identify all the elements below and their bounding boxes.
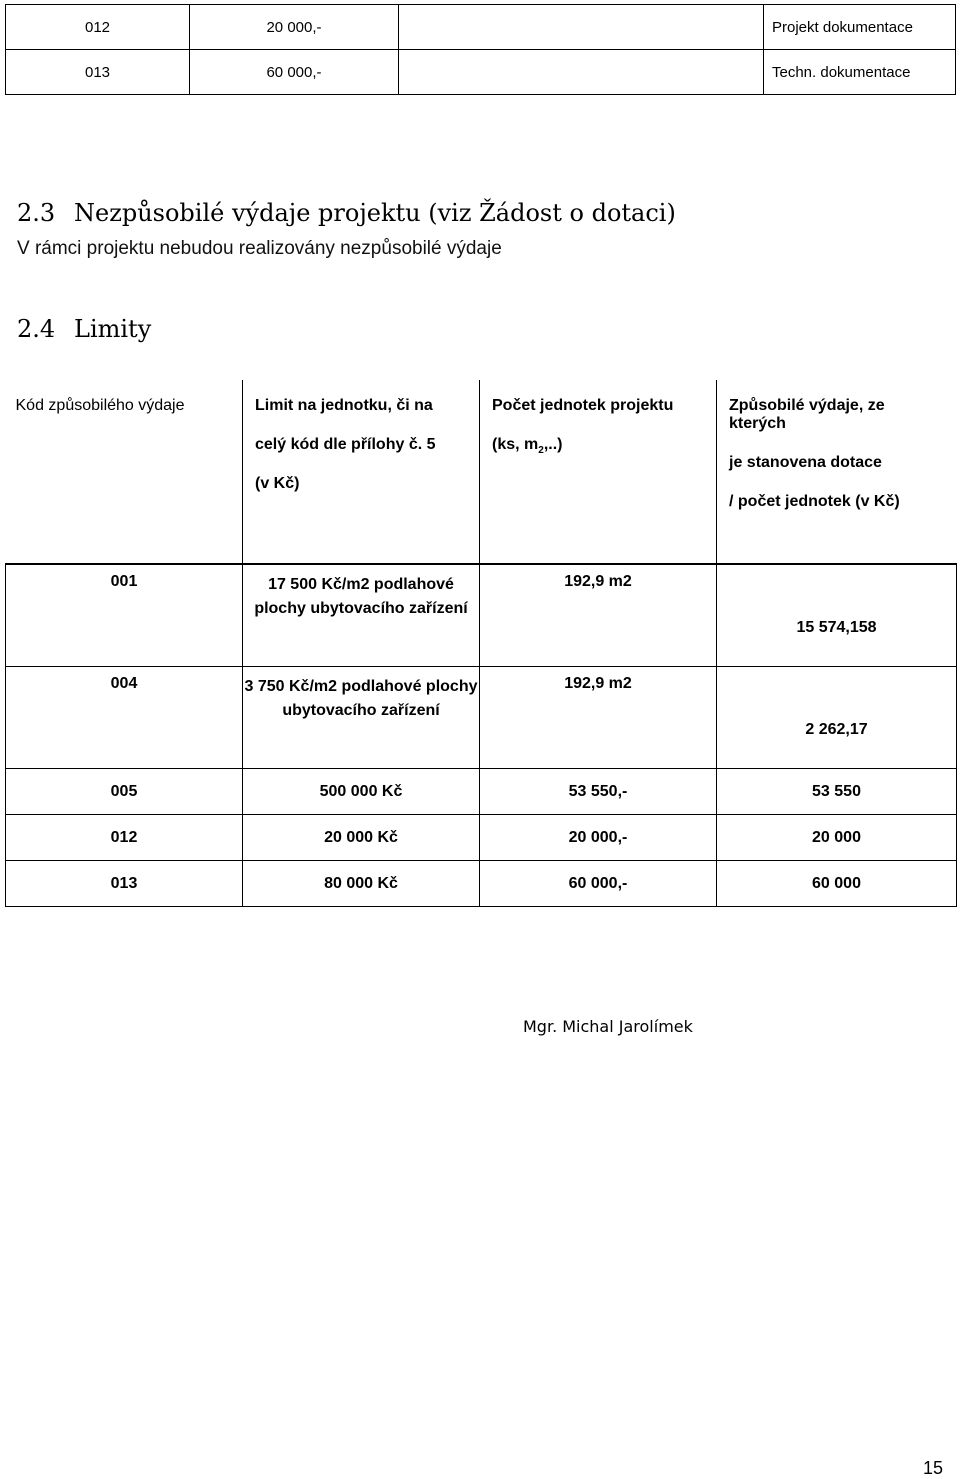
header-code-label: Kód způsobilého výdaje — [15, 397, 185, 414]
header-limit-line: celý kód dle přílohy č. 5 — [255, 436, 436, 453]
row-units: 192,9 m2 — [480, 564, 717, 667]
table-row — [6, 5, 956, 50]
row-value-text: 2 262,17 — [805, 720, 868, 738]
units-subscript: 2 — [538, 445, 544, 457]
item-amount: 20 000,- — [190, 5, 399, 50]
section-number: 2.3 — [17, 199, 56, 227]
item-description: Techn. dokumentace — [764, 50, 956, 95]
row-value — [717, 667, 957, 769]
row-value-text: 15 574,158 — [796, 618, 877, 636]
signature-name: Mgr. Michal Jarolímek — [523, 1017, 693, 1036]
page-number: 15 — [922, 1458, 943, 1478]
empty-cell — [399, 5, 764, 50]
section-title: Limity — [74, 315, 152, 343]
row-units: 53 550,- — [480, 769, 717, 815]
section-2-3-heading — [17, 199, 676, 227]
limits-table — [5, 380, 957, 907]
section-2-3-text: V rámci projektu nebudou realizovány nezpůsobilé výdaje — [17, 238, 502, 259]
row-code: 004 — [6, 667, 243, 769]
table-row — [6, 861, 957, 907]
table-row — [6, 564, 957, 667]
item-code: 012 — [6, 5, 190, 50]
item-amount: 60 000,- — [190, 50, 399, 95]
section-number: 2.4 — [17, 315, 56, 343]
row-units: 20 000,- — [480, 815, 717, 861]
units-prefix: (ks, m — [492, 436, 539, 453]
item-code: 013 — [6, 50, 190, 95]
header-eligible-line: Způsobilé výdaje, ze — [729, 397, 885, 414]
table-row — [6, 667, 957, 769]
empty-cell — [399, 50, 764, 95]
table-row — [6, 769, 957, 815]
header-eligible-line: / počet jednotek (v Kč) — [729, 493, 900, 510]
table-row — [6, 815, 957, 861]
row-value — [717, 564, 957, 667]
item-description: Projekt dokumentace — [764, 5, 956, 50]
header-limit — [243, 380, 480, 564]
row-limit: 500 000 Kč — [243, 769, 480, 815]
row-code: 013 — [6, 861, 243, 907]
row-limit: 17 500 Kč/m2 podlahové plochy ubytovacího zařízení — [243, 564, 480, 667]
row-value: 60 000 — [717, 861, 957, 907]
row-code: 012 — [6, 815, 243, 861]
row-units: 192,9 m2 — [480, 667, 717, 769]
header-code — [6, 380, 243, 564]
header-limit-line: (v Kč) — [255, 475, 300, 492]
header-limit-line: Limit na jednotku, či na — [255, 397, 433, 414]
table-header-row — [6, 380, 957, 564]
header-units-line — [492, 436, 716, 456]
table-row — [6, 50, 956, 95]
section-title: Nezpůsobilé výdaje projektu (viz Žádost o dotaci) — [74, 199, 676, 227]
row-code: 001 — [6, 564, 243, 667]
row-value: 53 550 — [717, 769, 957, 815]
row-limit: 80 000 Kč — [243, 861, 480, 907]
section-2-4-heading — [17, 315, 151, 343]
units-suffix: ,..) — [543, 436, 563, 453]
header-eligible-line: je stanovena dotace — [729, 454, 882, 471]
row-limit: 3 750 Kč/m2 podlahové plochy ubytovacího zařízení — [243, 667, 480, 769]
row-value: 20 000 — [717, 815, 957, 861]
header-eligible-line: kterých — [729, 415, 786, 432]
header-units-line: Počet jednotek projektu — [492, 397, 674, 414]
funding-items-table — [5, 4, 956, 95]
header-eligible — [717, 380, 957, 564]
row-limit: 20 000 Kč — [243, 815, 480, 861]
row-code: 005 — [6, 769, 243, 815]
header-units — [480, 380, 717, 564]
row-units: 60 000,- — [480, 861, 717, 907]
